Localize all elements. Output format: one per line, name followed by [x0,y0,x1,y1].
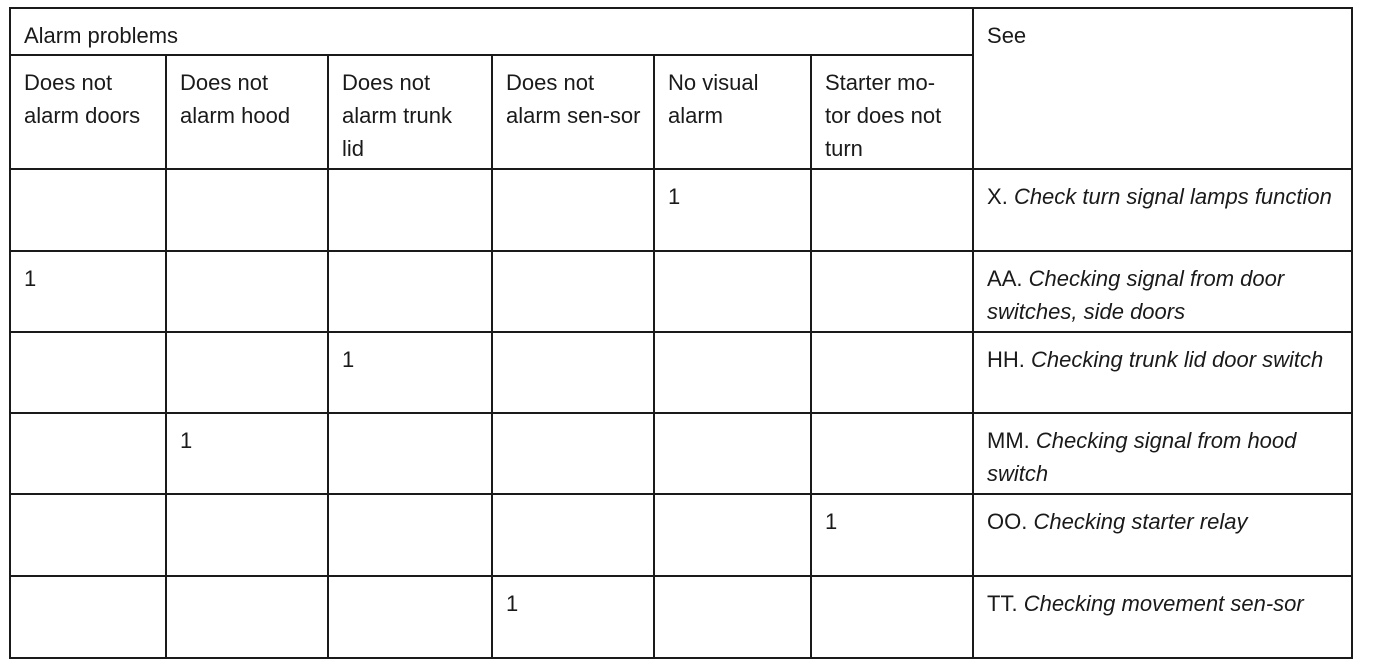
alarm-problems-table [9,7,1353,659]
see-description: Checking trunk lid door switch [1031,346,1324,372]
table-cell [328,251,492,332]
see-cell [973,494,1352,575]
column-header: Does not alarm sen-sor [492,55,654,169]
table-row [10,251,1352,332]
see-cell [973,332,1352,413]
see-code: MM. [987,428,1030,454]
table-cell [811,169,973,250]
table-cell [492,251,654,332]
column-header: No visual alarm [654,55,811,169]
table-cell [654,494,811,575]
table-cell [166,169,328,250]
group-header-row [10,8,1352,55]
table-cell [654,332,811,413]
table-cell [328,494,492,575]
see-cell [973,576,1352,658]
see-code: X. [987,184,1008,210]
table-cell [492,332,654,413]
table-cell [166,494,328,575]
table-row [10,413,1352,494]
see-description: Check turn signal lamps function [1013,184,1332,210]
table-cell [811,332,973,413]
see-cell [973,413,1352,494]
table-cell: 1 [492,576,654,658]
table-cell: 1 [811,494,973,575]
table-cell [328,169,492,250]
column-header: Does not alarm doors [10,55,166,169]
table-cell [10,413,166,494]
table-row [10,576,1352,658]
table-cell [654,576,811,658]
table-cell [10,169,166,250]
table-cell [166,332,328,413]
see-header: See [973,8,1352,169]
see-code: OO. [987,509,1028,535]
see-description: Checking signal from hood switch [987,428,1297,487]
column-header: Does not alarm trunk lid [328,55,492,169]
table-cell: 1 [10,251,166,332]
table-cell [811,251,973,332]
table-cell [654,413,811,494]
see-code: TT. [987,590,1018,616]
table-cell [328,413,492,494]
table-cell [654,251,811,332]
table-cell: 1 [654,169,811,250]
table-cell [811,413,973,494]
table-cell: 1 [166,413,328,494]
table-cell [10,332,166,413]
table-cell [492,494,654,575]
see-code: AA. [987,265,1023,291]
table-cell [166,251,328,332]
alarm-problems-header: Alarm problems [10,8,973,55]
table-row [10,169,1352,250]
table-cell [492,169,654,250]
table-cell: 1 [328,332,492,413]
table-cell [10,494,166,575]
see-cell [973,169,1352,250]
see-cell [973,251,1352,332]
column-header: Does not alarm hood [166,55,328,169]
see-description: Checking signal from door switches, side doors [987,265,1285,324]
table-cell [166,576,328,658]
table-row [10,332,1352,413]
see-description: Checking movement sen-sor [1023,590,1304,616]
table-cell [328,576,492,658]
table-row [10,494,1352,575]
see-description: Checking starter relay [1033,509,1248,535]
column-header: Starter mo-tor does not turn [811,55,973,169]
table-cell [811,576,973,658]
table-cell [492,413,654,494]
see-code: HH. [987,346,1025,372]
table-cell [10,576,166,658]
